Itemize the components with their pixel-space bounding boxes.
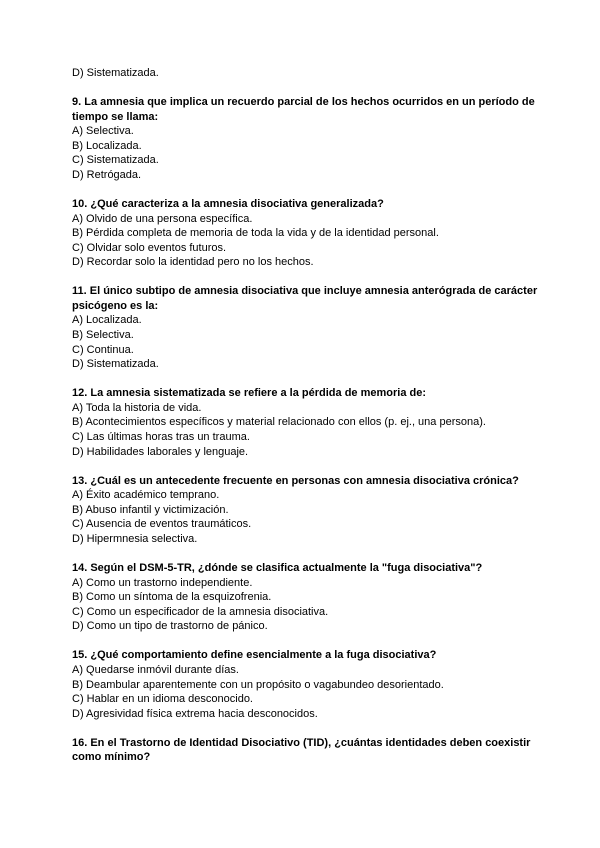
- question-text: 11. El único subtipo de amnesia disociativa que incluye amnesia anterógrada de carácter psicógeno es la:: [72, 285, 538, 312]
- answer-options: [72, 576, 542, 634]
- option-a: A) Éxito académico temprano.: [72, 489, 220, 502]
- question-9: [72, 95, 542, 183]
- option-c: C) Como un especificador de la amnesia disociativa.: [72, 605, 329, 618]
- question-text: 14. Según el DSM-5-TR, ¿dónde se clasifica actualmente la "fuga disociativa"?: [72, 561, 483, 574]
- option-a: A) Como un trastorno independiente.: [72, 576, 253, 589]
- quiz-content: [72, 66, 542, 765]
- answer-options: [72, 401, 542, 459]
- option-d: D) Recordar solo la identidad pero no los hechos.: [72, 256, 314, 269]
- option-b: B) Abuso infantil y victimización.: [72, 503, 229, 516]
- question-13: [72, 474, 542, 547]
- option-b: B) Acontecimientos específicos y material relacionado con ellos (p. ej., una persona).: [72, 416, 486, 429]
- answer-options: [72, 313, 542, 371]
- question-16: [72, 736, 542, 765]
- option-b: B) Como un síntoma de la esquizofrenia.: [72, 591, 272, 604]
- option-d: D) Hipermnesia selectiva.: [72, 532, 198, 545]
- option-c: C) Hablar en un idioma desconocido.: [72, 693, 253, 706]
- question-text: 9. La amnesia que implica un recuerdo parcial de los hechos ocurridos en un período de tiempo se llama:: [72, 95, 535, 123]
- question-14: [72, 561, 542, 634]
- answer-options: [72, 124, 542, 182]
- option-c: C) Sistematizada.: [72, 154, 159, 167]
- option-a: A) Localizada.: [72, 314, 142, 327]
- option-c: C) Ausencia de eventos traumáticos.: [72, 518, 252, 531]
- answer-options: [72, 488, 542, 546]
- question-text: 10. ¿Qué caracteriza a la amnesia disociativa generalizada?: [72, 197, 384, 210]
- answer-options: [72, 212, 542, 270]
- option-d: D) Retrógada.: [72, 168, 142, 181]
- question-15: [72, 648, 542, 721]
- question-text: 13. ¿Cuál es un antecedente frecuente en personas con amnesia disociativa crónica?: [72, 474, 519, 487]
- option-a: A) Selectiva.: [72, 125, 134, 138]
- question-text: 12. La amnesia sistematizada se refiere a la pérdida de memoria de:: [72, 387, 426, 400]
- question-text: 16. En el Trastorno de Identidad Disociativo (TID), ¿cuántas identidades deben coexistir como mínimo?: [72, 736, 531, 764]
- question-text: 15. ¿Qué comportamiento define esencialmente a la fuga disociativa?: [72, 649, 437, 662]
- option-b: B) Pérdida completa de memoria de toda la vida y de la identidad personal.: [72, 227, 439, 240]
- option-b: B) Localizada.: [72, 139, 142, 152]
- leading-option: D) Sistematizada.: [72, 67, 159, 79]
- question-12: [72, 386, 542, 459]
- answer-options: [72, 663, 542, 721]
- option-b: B) Selectiva.: [72, 329, 134, 342]
- option-a: A) Olvido de una persona específica.: [72, 212, 253, 225]
- option-d: D) Sistematizada.: [72, 358, 159, 371]
- option-d: D) Como un tipo de trastorno de pánico.: [72, 620, 268, 633]
- option-c: C) Las últimas horas tras un trauma.: [72, 431, 250, 444]
- option-c: C) Olvidar solo eventos futuros.: [72, 241, 227, 254]
- option-d: D) Habilidades laborales y lenguaje.: [72, 445, 249, 458]
- question-10: [72, 197, 542, 270]
- question-11: [72, 284, 542, 372]
- option-c: C) Continua.: [72, 343, 134, 356]
- option-a: A) Toda la historia de vida.: [72, 401, 202, 414]
- option-a: A) Quedarse inmóvil durante días.: [72, 663, 239, 676]
- option-d: D) Agresividad física extrema hacia desconocidos.: [72, 707, 318, 720]
- option-b: B) Deambular aparentemente con un propósito o vagabundeo desorientado.: [72, 678, 444, 691]
